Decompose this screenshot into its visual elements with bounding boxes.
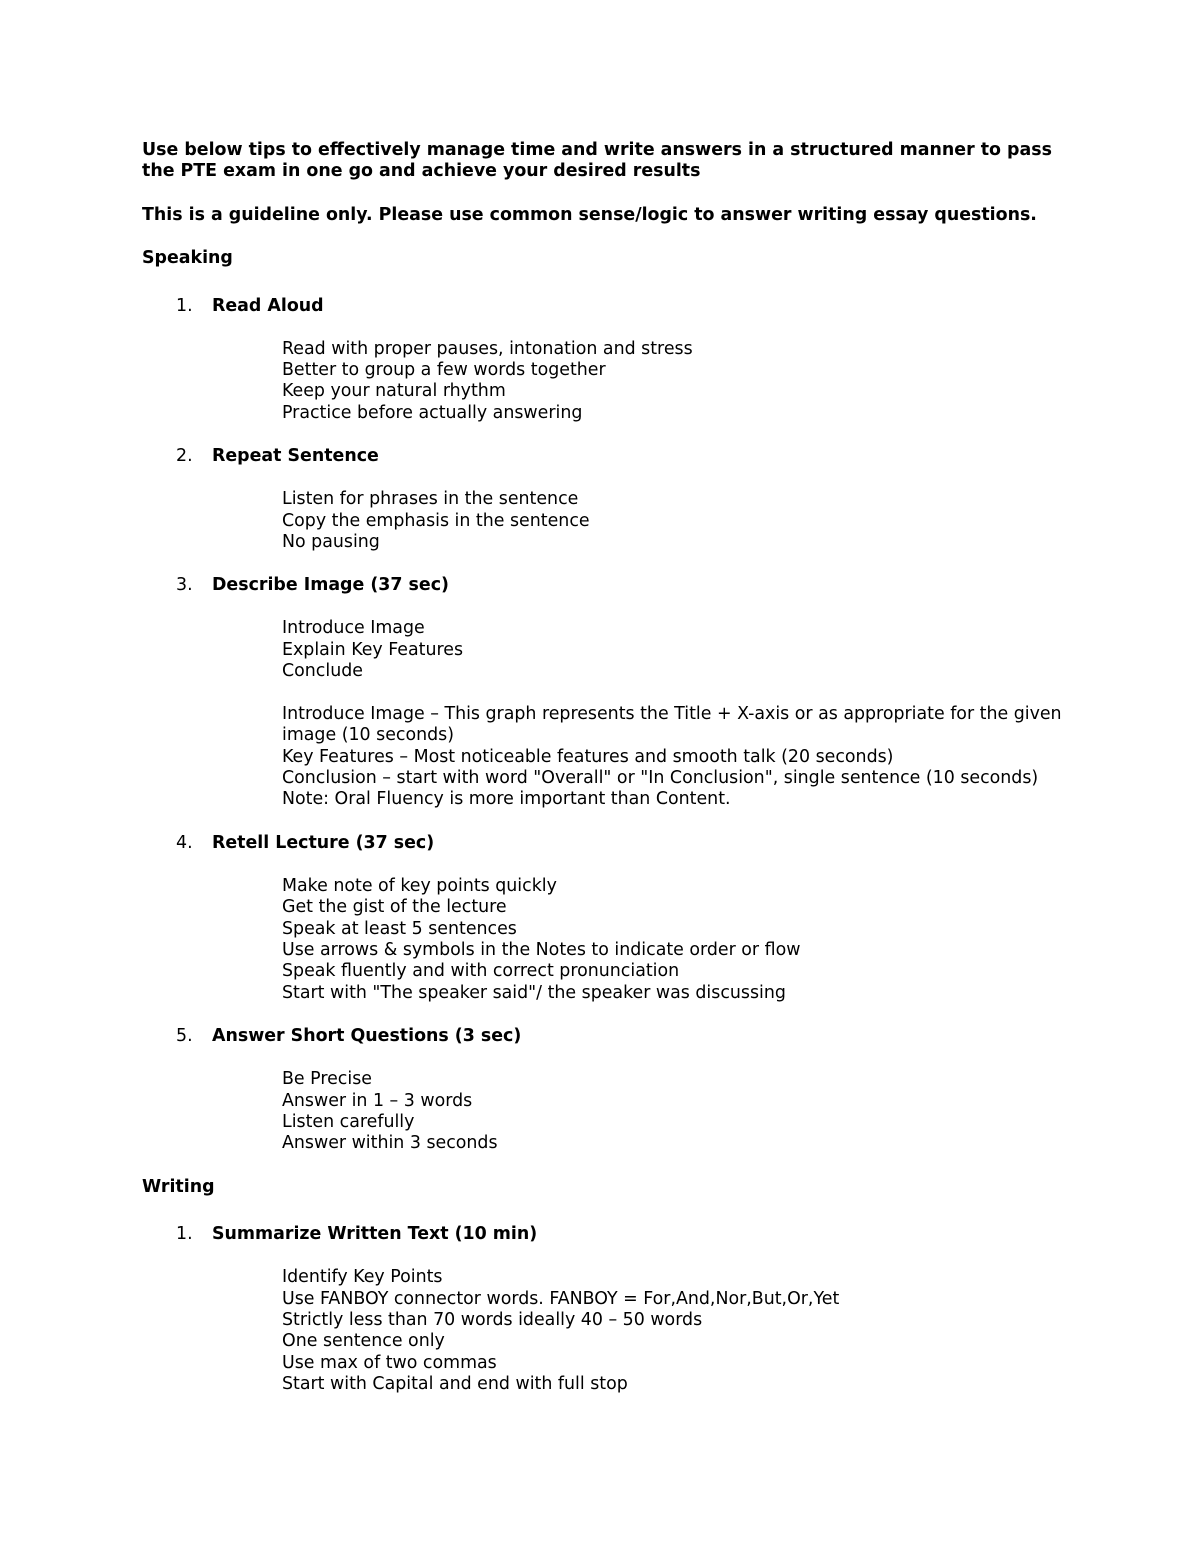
item-title: Read Aloud [212,295,324,316]
tip-line: Introduce Image [282,618,425,639]
item-number: 1. [176,295,193,316]
tip-line: Identify Key Points [282,1267,443,1288]
item-number: 2. [176,446,193,467]
spacer [282,683,1072,704]
intro-text: Use below tips to effectively manage time and write answers in a structured manner to pass the PTE exam in one go and achieve your desired results [142,140,1052,182]
detail-line: Note: Oral Fluency is more important than Content. [282,789,731,810]
tip-line: Answer within 3 seconds [282,1133,498,1154]
item-title: Repeat Sentence [212,446,379,467]
tip-list [282,489,1072,553]
tip-line: Start with Capital and end with full stop [282,1374,628,1395]
detail-line: Introduce Image – This graph represents the Title + X-axis or as appropriate for the given image (10 seconds) [282,703,1062,746]
item-describe-image [142,575,1072,810]
item-number: 5. [176,1026,193,1047]
tip-line: Use FANBOY connector words. FANBOY = For,And,Nor,But,Or,Yet [282,1288,840,1309]
tip-list [282,876,1072,1004]
tip-line: Keep your natural rhythm [282,381,506,402]
item-read-aloud [142,296,1072,425]
tip-line: Get the gist of the lecture [282,897,507,918]
tip-line: Speak at least 5 sentences [282,918,517,939]
writing-section [142,1177,1072,1396]
section-heading-speaking: Speaking [142,248,233,269]
tip-line: Better to group a few words together [282,360,606,381]
tip-line: Practice before actually answering [282,402,583,423]
tip-list [282,1267,1072,1395]
item-title: Answer Short Questions (3 sec) [212,1026,522,1047]
tip-line: Be Precise [282,1069,372,1090]
tip-list [282,1069,1072,1155]
detail-line: Conclusion – start with word "Overall" or "In Conclusion", single sentence (10 seconds) [282,767,1039,788]
tip-line: Conclude [282,661,363,682]
tip-line: Read with proper pauses, intonation and stress [282,338,693,359]
item-retell-lecture [142,833,1072,1004]
tip-line: No pausing [282,532,380,553]
guideline-text: This is a guideline only. Please use common sense/logic to answer writing essay questions. [142,204,1037,225]
tip-line: Speak fluently and with correct pronunciation [282,961,680,982]
tip-line: Answer in 1 – 3 words [282,1090,473,1111]
item-title: Describe Image (37 sec) [212,575,449,596]
item-repeat-sentence [142,446,1072,553]
section-heading-writing: Writing [142,1176,215,1197]
tip-line: Use arrows & symbols in the Notes to indicate order or flow [282,939,801,960]
tip-line: Listen for phrases in the sentence [282,489,579,510]
tip-line: Copy the emphasis in the sentence [282,510,590,531]
tip-line: Start with "The speaker said"/ the speaker was discussing [282,982,786,1003]
document-content [142,140,1072,1418]
item-answer-short-questions [142,1026,1072,1155]
tip-line: Listen carefully [282,1111,415,1132]
tip-line: One sentence only [282,1331,445,1352]
item-number: 3. [176,575,193,596]
tip-line: Use max of two commas [282,1352,497,1373]
item-title: Summarize Written Text (10 min) [212,1224,538,1245]
item-number: 1. [176,1224,193,1245]
speaking-section [142,248,1072,1155]
tip-line: Explain Key Features [282,639,464,660]
tip-line: Strictly less than 70 words ideally 40 – 50 words [282,1310,703,1330]
tip-list [282,618,1072,810]
detail-line: Key Features – Most noticeable features and smooth talk (20 seconds) [282,746,894,767]
tip-line: Make note of key points quickly [282,875,557,896]
item-title: Retell Lecture (37 sec) [212,832,435,853]
item-number: 4. [176,832,193,853]
item-summarize-written-text [142,1224,1072,1395]
tip-list [282,339,1072,425]
